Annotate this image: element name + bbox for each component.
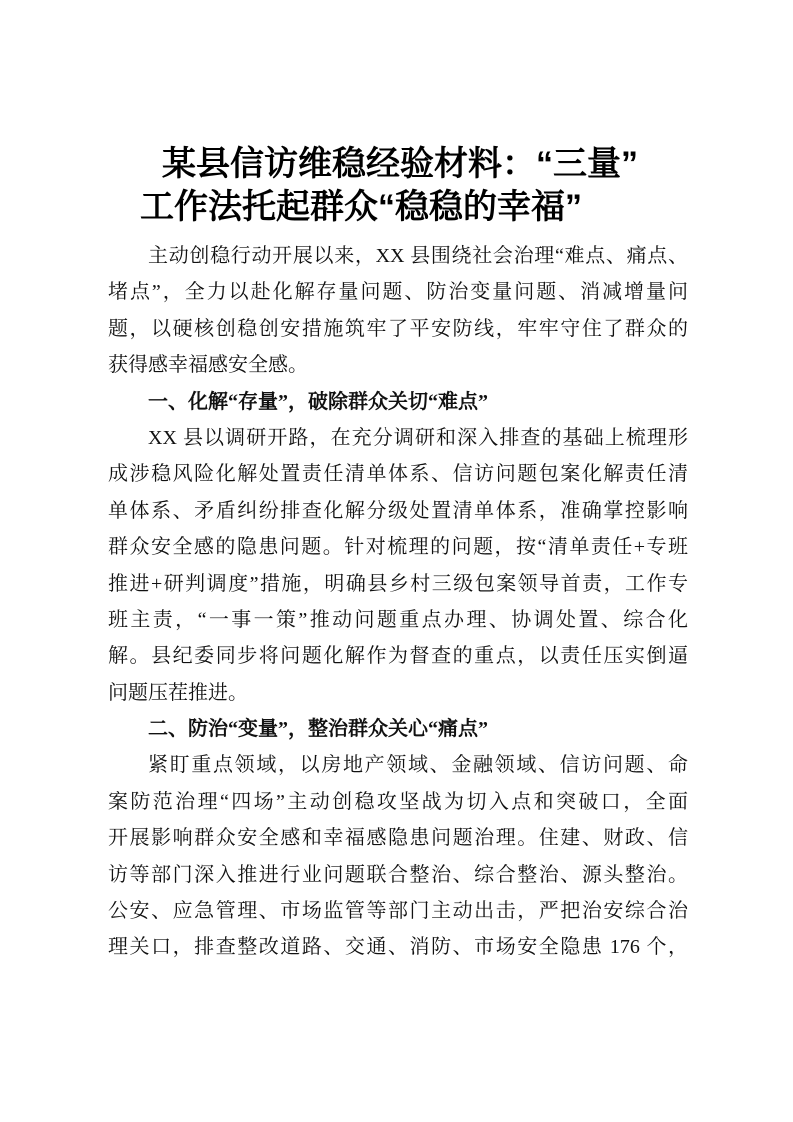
text-line: 一、化解“存量”，破除群众关切“难点” (148, 390, 488, 413)
text-line: 案防范治理“四场”主动创稳攻坚战为切入点和突破口，全面 (108, 790, 688, 813)
text-line: 班主责，“一事一策”推动问题重点办理、协调处置、综合化 (108, 608, 688, 631)
section-heading (108, 384, 688, 420)
text-line: 公安、应急管理、市场监管等部门主动出击，严把治安综合治 (108, 900, 688, 923)
text-line: XX 县以调研开路，在充分调研和深入排查的基础上梳理形 (148, 426, 688, 449)
text-line: 群众安全感的隐患问题。针对梳理的问题，按“清单责任+专班 (108, 536, 688, 559)
paragraph (108, 420, 688, 711)
document-body (108, 238, 688, 966)
text-line: 问题压茬推进。 (108, 681, 248, 704)
text-line: 推进+研判调度”措施，明确县乡村三级包案领导首责，工作专 (108, 572, 688, 595)
text-line: 获得感幸福感安全感。 (108, 354, 308, 377)
paragraph (108, 747, 688, 965)
text-line: 单体系、矛盾纠纷排查化解分级处置清单体系，准确掌控影响 (108, 499, 688, 522)
text-line: 主动创稳行动开展以来，XX 县围绕社会治理“难点、痛点、 (148, 245, 688, 267)
paragraph (108, 238, 688, 384)
title-line: 工作法托起群众“稳稳的幸福” (140, 188, 582, 226)
text-line: 堵点”，全力以赴化解存量问题、防治变量问题、消减增量问 (108, 281, 688, 304)
title-line: 某县信访维稳经验材料：“三量” (162, 145, 638, 183)
text-line: 理关口，排查整改道路、交通、消防、市场安全隐患 176 个， (108, 936, 688, 959)
section-heading (108, 711, 688, 747)
text-line: 访等部门深入推进行业问题联合整治、综合整治、源头整治。 (108, 863, 688, 886)
text-line: 成涉稳风险化解处置责任清单体系、信访问题包案化解责任清 (108, 463, 688, 486)
text-line: 解。县纪委同步将问题化解作为督查的重点，以责任压实倒逼 (108, 645, 688, 668)
text-line: 开展影响群众安全感和幸福感隐患问题治理。住建、财政、信 (108, 827, 688, 850)
document-title (140, 143, 680, 229)
text-line: 题，以硬核创稳创安措施筑牢了平安防线，牢牢守住了群众的 (108, 317, 688, 340)
text-line: 紧盯重点领域，以房地产领域、金融领域、信访问题、命 (148, 754, 688, 777)
text-line: 二、防治“变量”，整治群众关心“痛点” (148, 718, 488, 741)
